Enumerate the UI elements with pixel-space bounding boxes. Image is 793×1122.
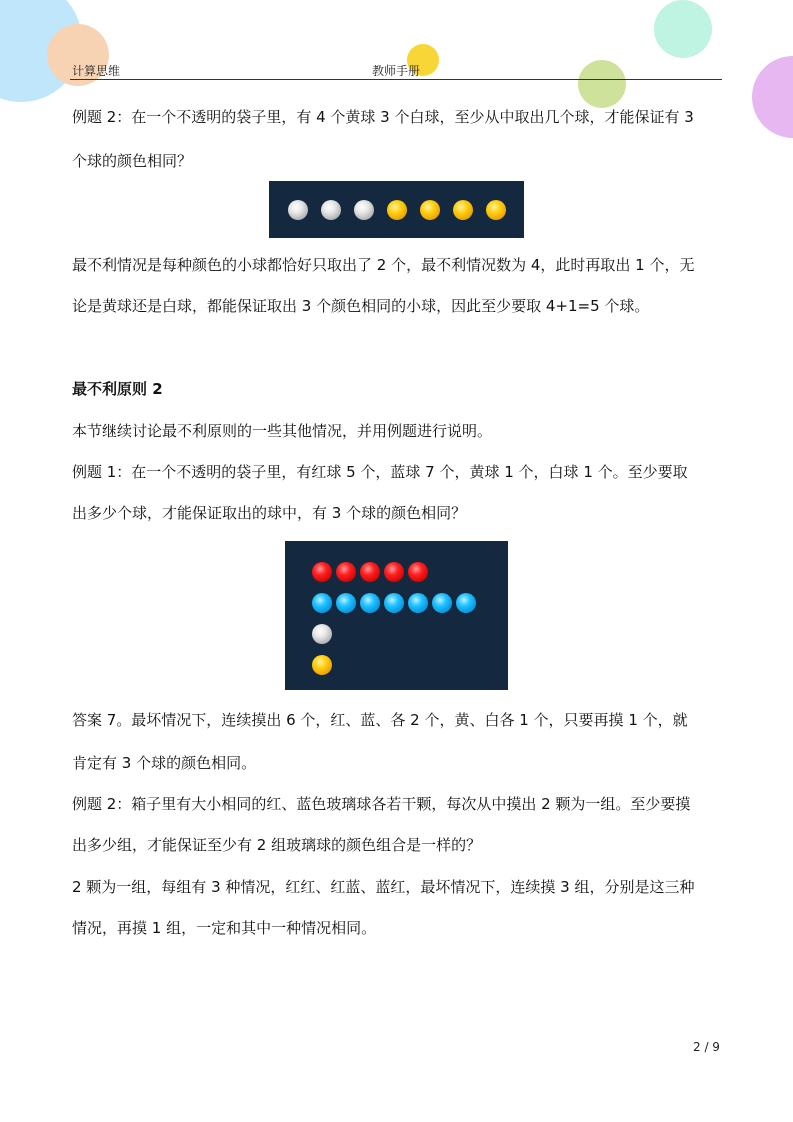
example2-question-line1: 例题 2：在一个不透明的袋子里，有 4 个黄球 3 个白球，至少从中取出几个球，才能保证有 3 xyxy=(72,108,694,126)
ball-blue-7 xyxy=(456,593,476,613)
decor-circle-mint xyxy=(654,0,712,58)
example2-answer-line2: 论是黄球还是白球，都能保证取出 3 个颜色相同的小球，因此至少要取 4+1=5 个球。 xyxy=(72,297,650,315)
section-intro: 本节继续讨论最不利原则的一些其他情况，并用例题进行说明。 xyxy=(72,422,493,440)
example1-answer-line2: 肯定有 3 个球的颜色相同。 xyxy=(72,754,257,772)
example1-answer-line1: 答案 7。最坏情况下，连续摸出 6 个，红、蓝、各 2 个，黄、白各 1 个，只要再摸 1 个，就 xyxy=(72,711,688,729)
ball-white-2 xyxy=(321,200,341,220)
ball-red-1 xyxy=(312,562,332,582)
example1-question-line1: 例题 1：在一个不透明的袋子里，有红球 5 个，蓝球 7 个，黄球 1 个，白球 1 个。至少要取 xyxy=(72,463,688,481)
ball-blue-4 xyxy=(384,593,404,613)
ball-yellow-1 xyxy=(387,200,407,220)
header-course-title: 计算思维 xyxy=(72,64,121,78)
ball-yellow xyxy=(312,655,332,675)
section-title: 最不利原则 2 xyxy=(72,380,163,398)
example2b-question-line1: 例题 2：箱子里有大小相同的红、蓝色玻璃球各若干颗，每次从中摸出 2 颗为一组。至少要摸 xyxy=(72,795,691,813)
ball-red-3 xyxy=(360,562,380,582)
decor-circle-purple xyxy=(752,56,793,138)
ball-blue-1 xyxy=(312,593,332,613)
example2b-answer-line2: 情况，再摸 1 组，一定和其中一种情况相同。 xyxy=(72,919,377,937)
ball-white xyxy=(312,624,332,644)
header-manual-title: 教师手册 xyxy=(372,64,421,78)
ball-red-5 xyxy=(408,562,428,582)
header-divider xyxy=(70,79,722,80)
ball-blue-6 xyxy=(432,593,452,613)
example2-question-line2: 个球的颜色相同？ xyxy=(72,152,193,170)
figure-balls-four-colors xyxy=(285,541,508,690)
example2-answer-line1: 最不利情况是每种颜色的小球都恰好只取出了 2 个，最不利情况数为 4，此时再取出 1 个，无 xyxy=(72,256,695,274)
figure-balls-white-yellow xyxy=(269,181,524,238)
ball-white-1 xyxy=(288,200,308,220)
ball-blue-5 xyxy=(408,593,428,613)
ball-white-3 xyxy=(354,200,374,220)
example1-question-line2: 出多少个球，才能保证取出的球中，有 3 个球的颜色相同？ xyxy=(72,504,467,522)
ball-yellow-4 xyxy=(486,200,506,220)
ball-blue-2 xyxy=(336,593,356,613)
example2b-answer-line1: 2 颗为一组，每组有 3 种情况，红红、红蓝、蓝红，最坏情况下，连续摸 3 组，分别是这三种 xyxy=(72,878,695,896)
ball-red-4 xyxy=(384,562,404,582)
ball-yellow-2 xyxy=(420,200,440,220)
example2b-question-line2: 出多少组，才能保证至少有 2 组玻璃球的颜色组合是一样的？ xyxy=(72,836,482,854)
ball-yellow-3 xyxy=(453,200,473,220)
page-number: 2 / 9 xyxy=(693,1040,720,1054)
decor-circle-green xyxy=(578,60,626,108)
ball-blue-3 xyxy=(360,593,380,613)
ball-red-2 xyxy=(336,562,356,582)
